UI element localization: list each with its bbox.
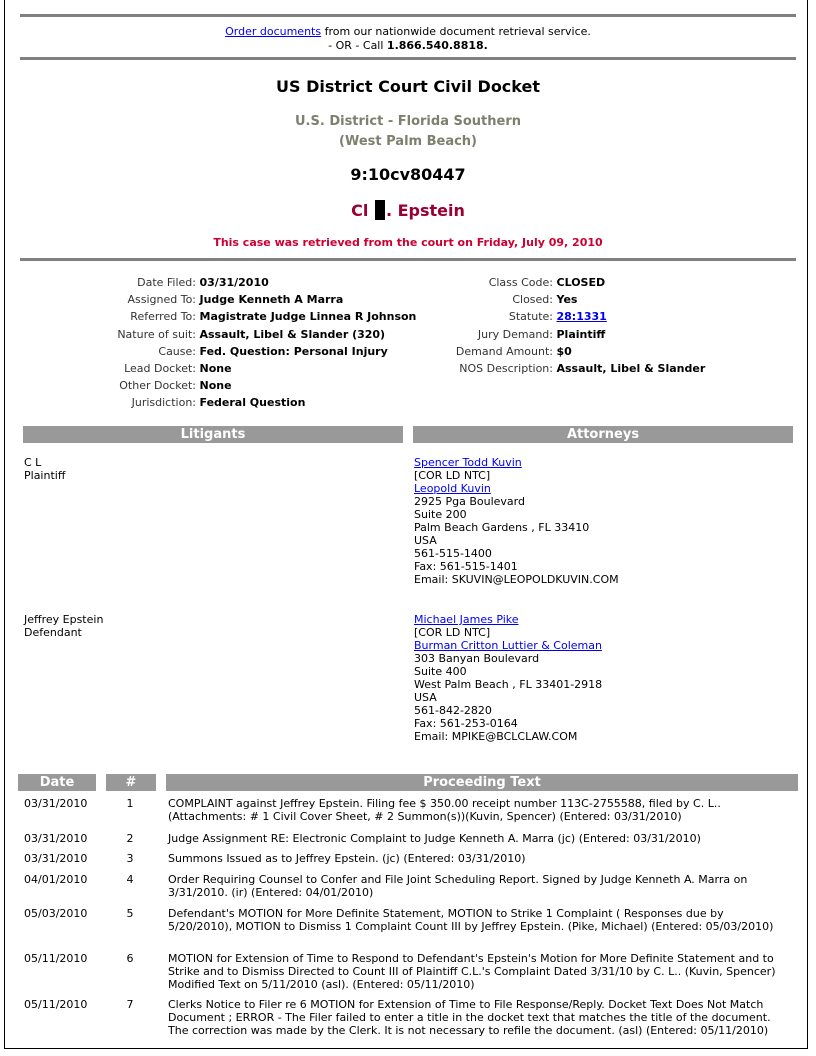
address-line: USA [414, 534, 437, 547]
attorney-link[interactable]: Spencer Todd Kuvin [414, 456, 522, 469]
info-row: Cause: Fed. Question: Personal Injury [158, 344, 388, 358]
address-line: West Palm Beach , FL 33401-2918 [414, 678, 603, 691]
info-row: Jurisdiction: Federal Question [131, 396, 306, 410]
statute-link[interactable]: 28:1331 [556, 310, 607, 324]
address-line: Suite 400 [414, 665, 467, 678]
attorney-tag: [COR LD NTC] [414, 626, 491, 639]
party-name: C L [24, 456, 42, 469]
address-line: Email: SKUVIN@LEOPOLDKUVIN.COM [414, 573, 619, 586]
address-line: USA [414, 691, 437, 704]
plaintiff-block [24, 456, 65, 482]
info-row: Closed: Yes [512, 293, 578, 307]
info-row: Nature of suit: Assault, Libel & Slander (320) [117, 327, 386, 341]
order-banner [0, 25, 816, 53]
address-line: 561-515-1400 [414, 547, 492, 560]
court-line-2: (West Palm Beach) [339, 134, 477, 149]
order-documents-link[interactable]: Order documents [225, 25, 322, 38]
case-info-right [0, 274, 705, 377]
info-row: Jury Demand: Plaintiff [477, 327, 606, 341]
case-name-suffix: . Epstein [385, 201, 465, 220]
court-name [0, 112, 816, 152]
party-name: Jeffrey Epstein [24, 613, 104, 626]
address-line: Suite 200 [414, 508, 467, 521]
firm-link[interactable]: Leopold Kuvin [414, 482, 491, 495]
info-row: Referred To: Magistrate Judge Linnea R Johnson [130, 310, 417, 324]
defendant-block [24, 613, 103, 639]
address-line: Email: MPIKE@BCLCLAW.COM [414, 730, 578, 743]
info-row: NOS Description: Assault, Libel & Slander [459, 362, 706, 376]
info-row: Demand Amount: $0 [455, 344, 572, 358]
address-line: 2925 Pga Boulevard [414, 495, 525, 508]
info-row: Assigned To: Judge Kenneth A Marra [127, 293, 344, 307]
info-row: Lead Docket: None [124, 362, 232, 376]
party-role: Plaintiff [24, 469, 66, 482]
retrieved-notice: This case was retrieved from the court on Friday, July 09, 2010 [213, 236, 603, 249]
address-line: 303 Banyan Boulevard [414, 652, 540, 665]
plaintiff-attorney-block [414, 456, 794, 586]
defendant-attorney-block [414, 613, 794, 743]
redaction-block [375, 200, 385, 220]
info-row: Statute: 28:1331 [508, 310, 607, 324]
phone-number: 1.866.540.8818. [386, 39, 488, 52]
info-row: Other Docket: None [119, 379, 232, 393]
attorneys-header: Attorneys [413, 426, 793, 443]
party-role: Defendant [24, 626, 82, 639]
address-line: Palm Beach Gardens , FL 33410 [414, 521, 590, 534]
litigants-header: Litigants [23, 426, 403, 443]
date-header: Date [18, 774, 96, 791]
page-title: US District Court Civil Docket [276, 77, 540, 96]
firm-link[interactable]: Burman Critton Luttier & Coleman [414, 639, 602, 652]
proceeding-header: Proceeding Text [166, 774, 798, 791]
info-row: Date Filed: 03/31/2010 [137, 276, 269, 289]
case-number: 9:10cv80447 [350, 165, 466, 184]
attorney-link[interactable]: Michael James Pike [414, 613, 519, 626]
info-rule [20, 258, 796, 261]
info-row: Class Code: CLOSED [488, 276, 606, 289]
order-text: from our nationwide document retrieval service. [321, 25, 591, 38]
top-rule [20, 14, 796, 17]
attorney-tag: [COR LD NTC] [414, 469, 491, 482]
header-rule [20, 57, 796, 60]
case-name [0, 200, 816, 220]
case-name-prefix: Cl [351, 201, 369, 220]
or-call-text: - OR - Call [328, 39, 387, 52]
address-line: 561-842-2820 [414, 704, 492, 717]
court-line-1: U.S. District - Florida Southern [295, 114, 521, 129]
address-line: Fax: 561-515-1401 [414, 560, 518, 573]
num-header: # [106, 774, 156, 791]
address-line: Fax: 561-253-0164 [414, 717, 518, 730]
